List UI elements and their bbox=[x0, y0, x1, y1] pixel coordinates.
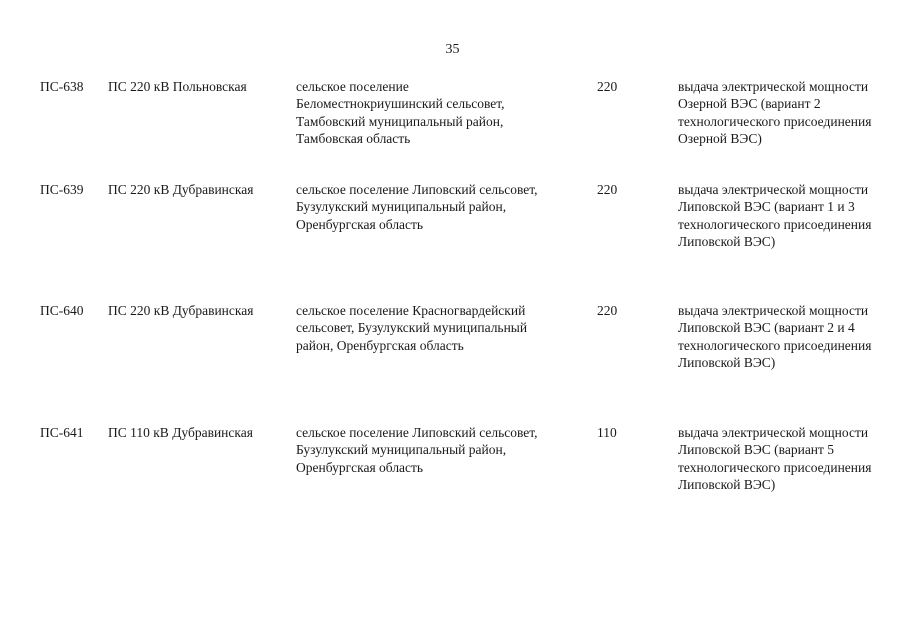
substation-purpose: выдача электрической мощности Липовской ВЭС (вариант 5 технологического присоединения Липовской ВЭС) bbox=[678, 425, 872, 492]
page-number: 35 bbox=[445, 42, 460, 57]
substation-code: ПС-640 bbox=[40, 303, 84, 318]
substation-location: сельское поселение Беломестнокриушинский сельсовет, Тамбовский муниципальный район, Тамбовская область bbox=[296, 79, 505, 146]
substation-voltage: 220 bbox=[597, 79, 618, 94]
substation-location: сельское поселение Липовский сельсовет, Бузулукский муниципальный район, Оренбургская область bbox=[296, 182, 538, 232]
substation-purpose: выдача электрической мощности Озерной ВЭС (вариант 2 технологического присоединения Озерной ВЭС) bbox=[678, 79, 872, 146]
substation-name: ПС 220 кВ Дубравинская bbox=[108, 182, 254, 197]
substation-location: сельское поселение Красногвардейский сельсовет, Бузулукский муниципальный район, Оренбургская область bbox=[296, 303, 528, 353]
substation-voltage: 110 bbox=[597, 425, 617, 440]
substation-code: ПС-639 bbox=[40, 182, 84, 197]
substation-code: ПС-638 bbox=[40, 79, 84, 94]
substation-voltage: 220 bbox=[597, 182, 618, 197]
substation-name: ПС 220 кВ Польновская bbox=[108, 79, 247, 94]
substation-purpose: выдача электрической мощности Липовской ВЭС (вариант 1 и 3 технологического присоединения Липовской ВЭС) bbox=[678, 182, 872, 249]
substation-location: сельское поселение Липовский сельсовет, Бузулукский муниципальный район, Оренбургская область bbox=[296, 425, 538, 475]
substation-purpose: выдача электрической мощности Липовской ВЭС (вариант 2 и 4 технологического присоединения Липовской ВЭС) bbox=[678, 303, 872, 370]
substation-name: ПС 220 кВ Дубравинская bbox=[108, 303, 254, 318]
substation-voltage: 220 bbox=[597, 303, 618, 318]
substation-name: ПС 110 кВ Дубравинская bbox=[108, 425, 253, 440]
substation-code: ПС-641 bbox=[40, 425, 84, 440]
